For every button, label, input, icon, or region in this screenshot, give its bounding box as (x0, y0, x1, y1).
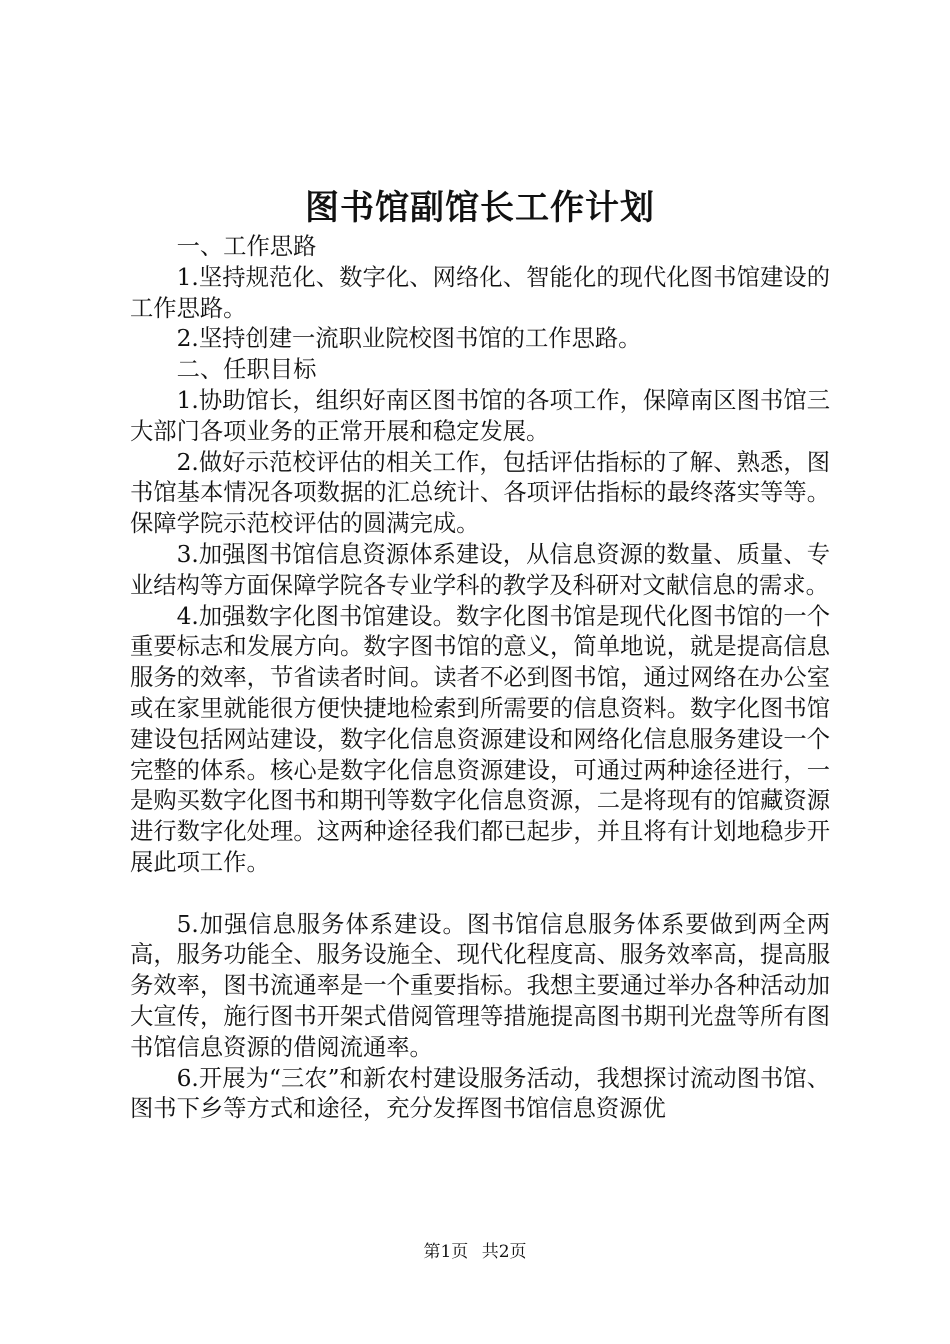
document-body (130, 232, 830, 1125)
page-number: 第1页 共2页 (423, 1242, 527, 1262)
paragraph: 1.坚持规范化、数字化、网络化、智能化的现代化图书馆建设的工作思路。 (130, 263, 830, 322)
paragraph: 3.加强图书馆信息资源体系建设，从信息资源的数量、质量、专业结构等方面保障学院各专业学科的教学及科研对文献信息的需求。 (130, 540, 830, 599)
paragraph: 6.开展为“三农”和新农村建设服务活动，我想探讨流动图书馆、图书下乡等方式和途径，充分发挥图书馆信息资源优 (130, 1064, 830, 1123)
document-title: 图书馆副馆长工作计划 (305, 188, 655, 228)
paragraph: 5.加强信息服务体系建设。图书馆信息服务体系要做到两全两高，服务功能全、服务设施全、现代化程度高、服务效率高，提高服务效率，图书流通率是一个重要指标。我想主要通过举办各种活动加大宣传，施行图书开架式借阅管理等措施提高图书期刊光盘等所有图书馆信息资源的借阅流通率。 (130, 910, 830, 1061)
paragraph: 2.坚持创建一流职业院校图书馆的工作思路。 (176, 325, 642, 353)
paragraph: 2.做好示范校评估的相关工作，包括评估指标的了解、熟悉，图书馆基本情况各项数据的汇总统计、各项评估指标的最终落实等等。保障学院示范校评估的圆满完成。 (130, 448, 830, 538)
paragraph: 1.协助馆长，组织好南区图书馆的各项工作，保障南区图书馆三大部门各项业务的正常开展和稳定发展。 (130, 386, 830, 445)
paragraph: 4.加强数字化图书馆建设。数字化图书馆是现代化图书馆的一个重要标志和发展方向。数字图书馆的意义，简单地说，就是提高信息服务的效率，节省读者时间。读者不必到图书馆，通过网络在办公室或在家里就能很方便快捷地检索到所需要的信息资料。数字化图书馆建设包括网站建设，数字化信息资源建设和网络化信息服务建设一个完整的体系。核心是数字化信息资源建设，可通过两种途径进行，一是购买数字化图书和期刊等数字化信息资源，二是将现有的馆藏资源进行数字化处理。这两种途径我们都已起步，并且将有计划地稳步开展此项工作。 (130, 602, 830, 876)
section-heading: 二、任职目标 (176, 356, 317, 384)
section-heading: 一、工作思路 (176, 233, 317, 260)
